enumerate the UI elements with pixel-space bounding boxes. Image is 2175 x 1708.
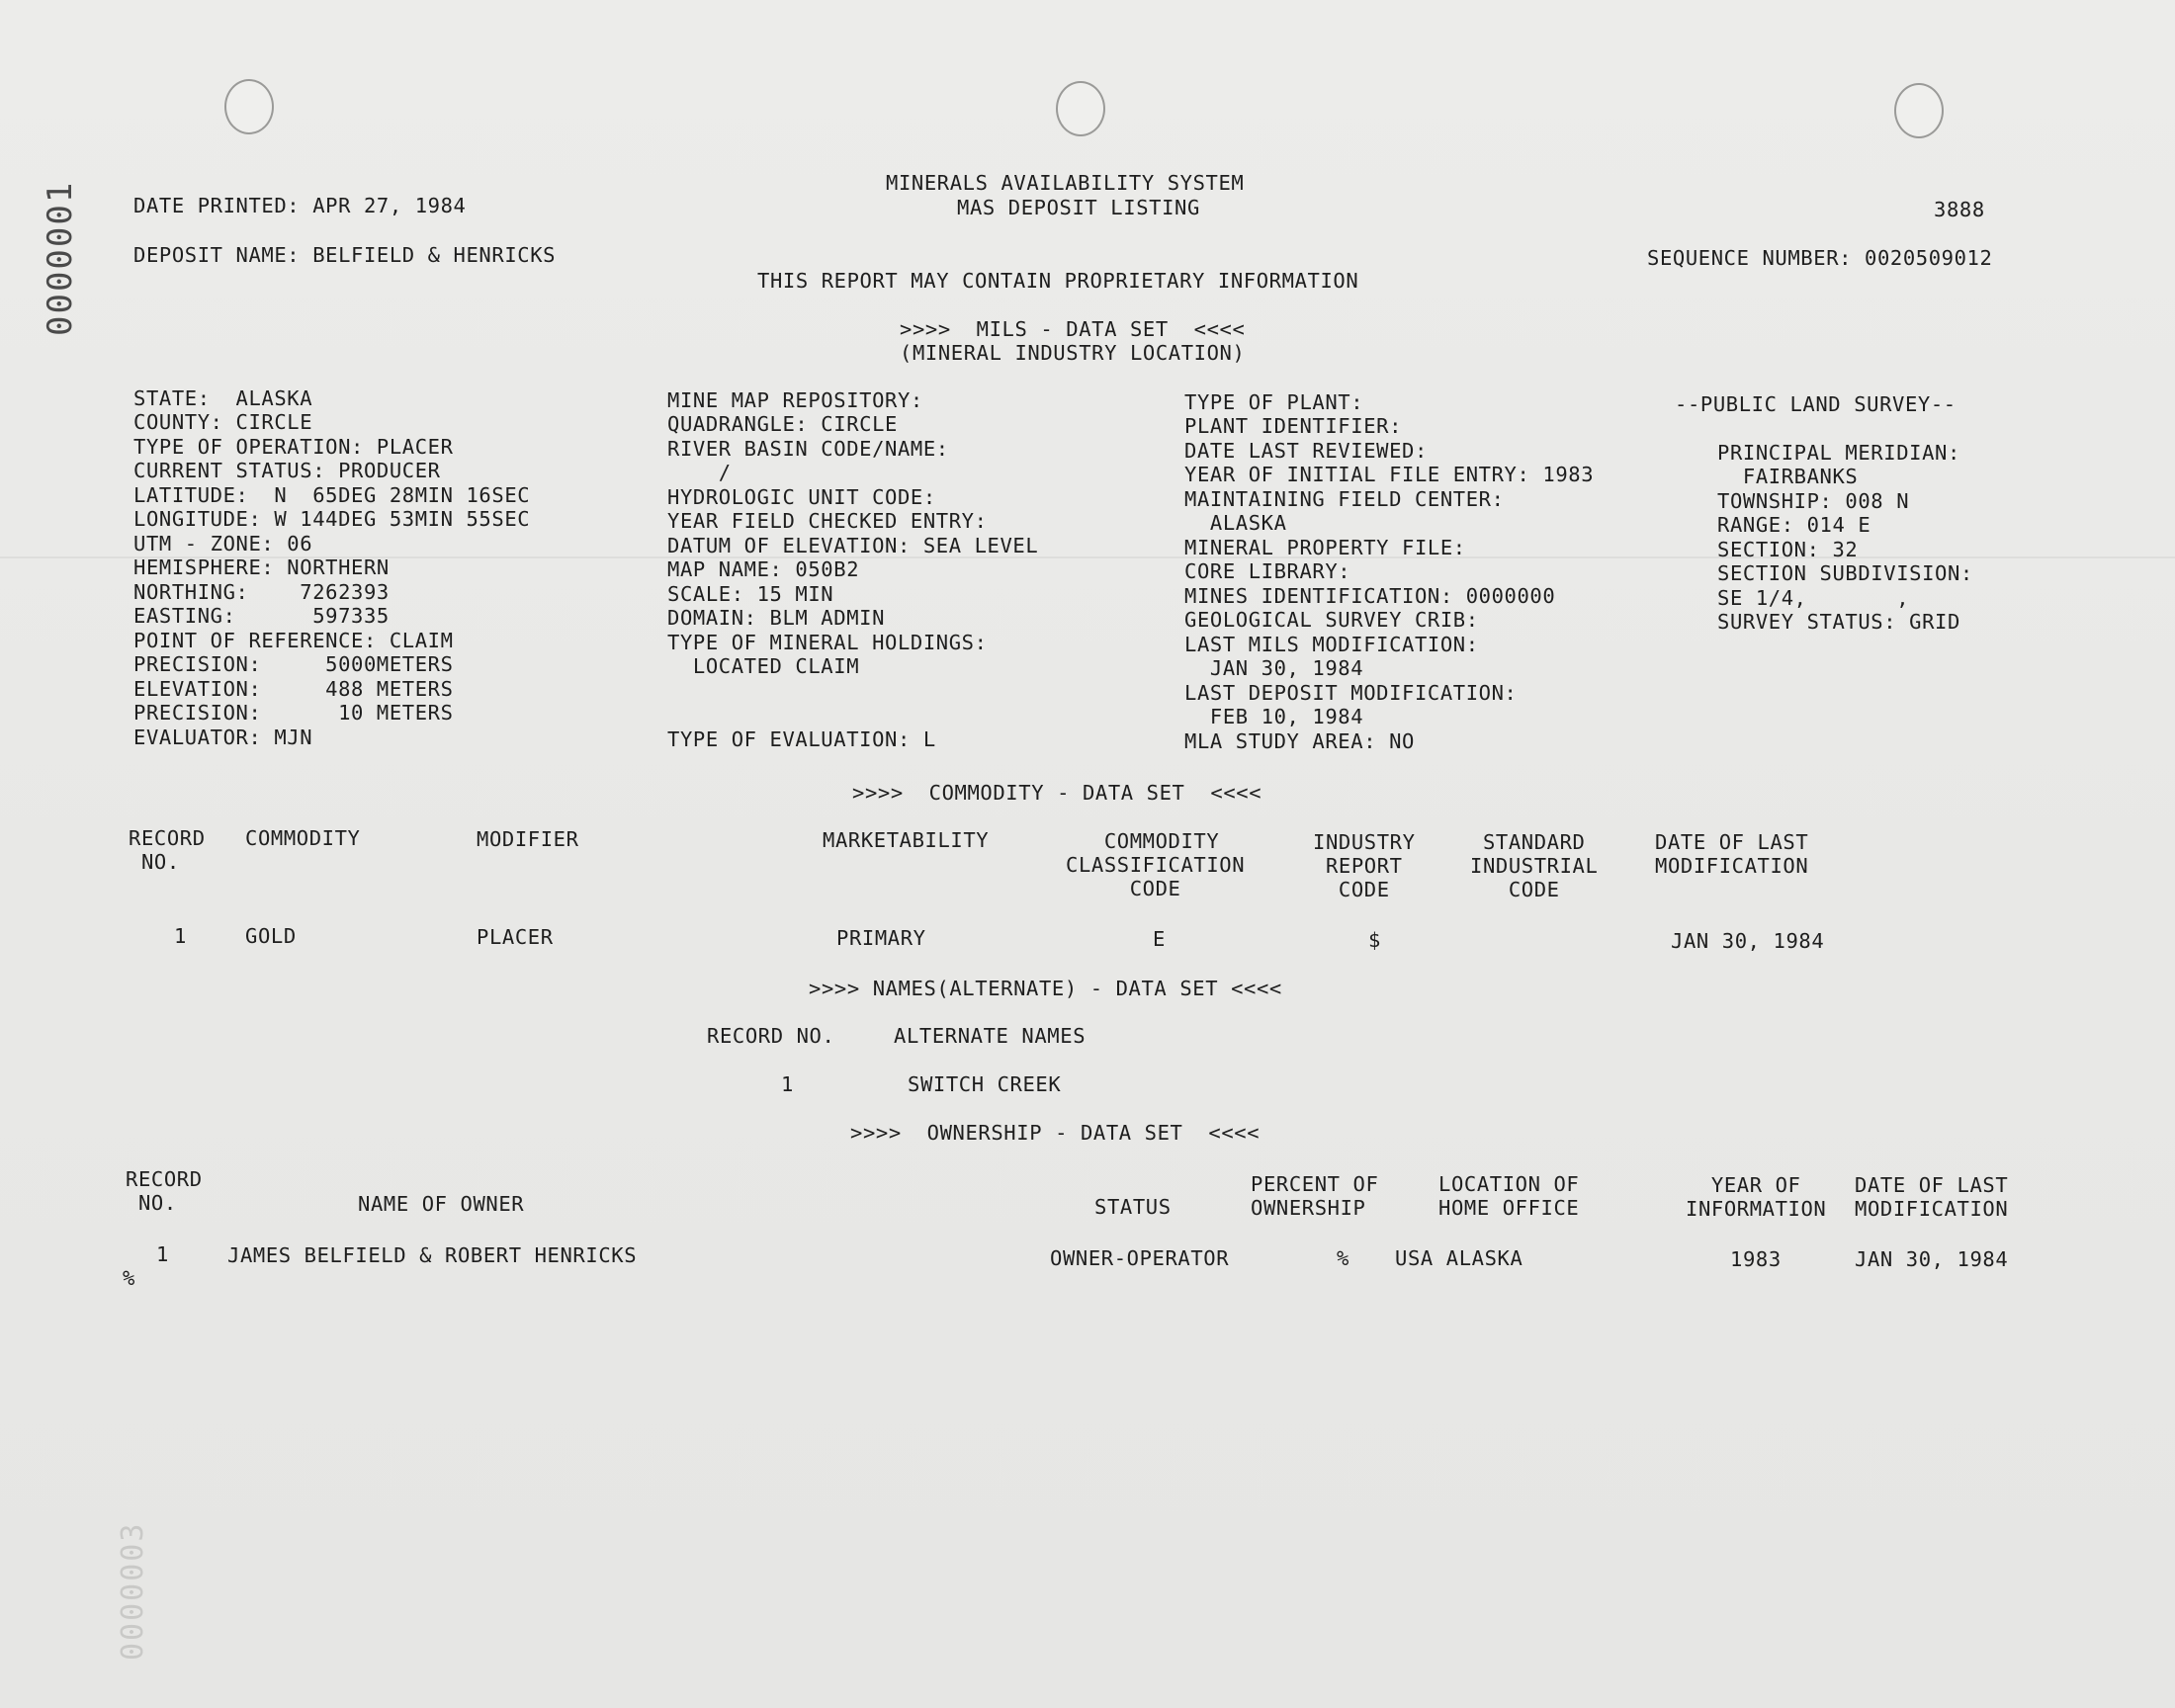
cell-record: 1 (156, 1242, 169, 1266)
pls-field: SE 1/4, , (1717, 586, 1910, 610)
mils-field: PRECISION: 5000METERS (133, 652, 454, 676)
cell-percent: % (1337, 1246, 1349, 1270)
cell-status: OWNER-OPERATOR (1050, 1246, 1230, 1270)
proprietary-notice: THIS REPORT MAY CONTAIN PROPRIETARY INFORMATION (757, 269, 1359, 293)
binder-hole-left (224, 79, 274, 134)
mils-field: LONGITUDE: W 144DEG 53MIN 55SEC (133, 507, 531, 531)
mils-field: EVALUATOR: MJN (133, 726, 313, 749)
cell-alternate-name: SWITCH CREEK (908, 1072, 1062, 1096)
alternate-names-title: >>>> NAMES(ALTERNATE) - DATA SET <<<< (809, 977, 1282, 1000)
mils-field: MINERAL PROPERTY FILE: (1184, 536, 1466, 559)
column-header-commodity: COMMODITY (245, 826, 361, 850)
column-header-date-modified: DATE OF LAST MODIFICATION (1855, 1173, 2009, 1221)
mils-field: LAST MILS MODIFICATION: (1184, 633, 1479, 656)
column-header-alternate-names: ALTERNATE NAMES (894, 1024, 1087, 1048)
mils-field: MINES IDENTIFICATION: 0000000 (1184, 584, 1556, 608)
mils-field: SCALE: 15 MIN (667, 582, 834, 606)
mils-field: PRECISION: 10 METERS (133, 701, 454, 725)
pls-field: FAIRBANKS (1717, 465, 1859, 488)
column-header-date-modified: DATE OF LAST MODIFICATION (1655, 830, 1809, 878)
column-header-year: YEAR OF INFORMATION (1686, 1173, 1827, 1221)
column-header-location: LOCATION OF HOME OFFICE (1438, 1172, 1580, 1220)
column-header-percent: PERCENT OF OWNERSHIP (1251, 1172, 1379, 1220)
mils-field: ALASKA (1184, 511, 1287, 535)
pls-field: PRINCIPAL MERIDIAN: (1717, 441, 1960, 465)
trailer-percent-mark: % (123, 1266, 135, 1290)
column-header-standard-industrial: STANDARD INDUSTRIAL CODE (1470, 830, 1599, 901)
deposit-name: DEPOSIT NAME: BELFIELD & HENRICKS (133, 243, 557, 267)
column-header-status: STATUS (1094, 1195, 1172, 1219)
listing-title: MAS DEPOSIT LISTING (957, 196, 1200, 219)
mils-field: DATE LAST REVIEWED: (1184, 439, 1428, 463)
mils-field: RIVER BASIN CODE/NAME: (667, 437, 949, 461)
cell-marketability: PRIMARY (836, 926, 926, 950)
mils-field: HEMISPHERE: NORTHERN (133, 555, 390, 579)
mils-field: YEAR FIELD CHECKED ENTRY: (667, 509, 988, 533)
mils-field: MLA STUDY AREA: NO (1184, 729, 1415, 753)
cell-classification: E (1153, 927, 1166, 951)
mils-field: FEB 10, 1984 (1184, 705, 1364, 728)
mils-field: TYPE OF MINERAL HOLDINGS: (667, 631, 988, 654)
pls-field: SECTION SUBDIVISION: (1717, 561, 1973, 585)
ownership-section-title: >>>> OWNERSHIP - DATA SET <<<< (850, 1121, 1261, 1145)
column-header-record: RECORD NO. (129, 826, 206, 874)
cell-date-modified: JAN 30, 1984 (1671, 929, 1825, 953)
cell-industry-report: $ (1368, 928, 1381, 952)
mils-field: LOCATED CLAIM (667, 654, 860, 678)
mils-field: UTM - ZONE: 06 (133, 532, 313, 555)
cell-record: 1 (174, 924, 187, 948)
mils-field: QUADRANGLE: CIRCLE (667, 412, 898, 436)
mils-field: GEOLOGICAL SURVEY CRIB: (1184, 608, 1479, 632)
sequence-number: SEQUENCE NUMBER: 0020509012 (1647, 246, 1993, 270)
mils-field: TYPE OF EVALUATION: L (667, 727, 936, 751)
cell-date-modified: JAN 30, 1984 (1855, 1247, 2009, 1271)
system-title: MINERALS AVAILABILITY SYSTEM (886, 171, 1245, 195)
public-land-survey-title: --PUBLIC LAND SURVEY-- (1675, 392, 1957, 416)
mils-field: TYPE OF OPERATION: PLACER (133, 435, 454, 459)
binder-hole-right (1894, 83, 1944, 138)
mils-field: YEAR OF INITIAL FILE ENTRY: 1983 (1184, 463, 1595, 486)
mils-field: LATITUDE: N 65DEG 28MIN 16SEC (133, 483, 531, 507)
pls-field: SURVEY STATUS: GRID (1717, 610, 1960, 634)
mils-field: LAST DEPOSIT MODIFICATION: (1184, 681, 1518, 705)
column-header-industry-report: INDUSTRY REPORT CODE (1313, 830, 1416, 901)
column-header-record: RECORD NO. (126, 1167, 203, 1215)
page-code: 3888 (1934, 198, 1985, 221)
mils-field: STATE: ALASKA (133, 386, 313, 410)
mils-section-subtitle: (MINERAL INDUSTRY LOCATION) (900, 341, 1246, 365)
cell-year: 1983 (1730, 1247, 1782, 1271)
mils-field: MINE MAP REPOSITORY: (667, 388, 923, 412)
mils-field: DATUM OF ELEVATION: SEA LEVEL (667, 534, 1039, 557)
cell-commodity: GOLD (245, 924, 297, 948)
cell-modifier: PLACER (477, 925, 554, 949)
mils-field: MAP NAME: 050B2 (667, 557, 860, 581)
mils-field: COUNTY: CIRCLE (133, 410, 313, 434)
mils-field: EASTING: 597335 (133, 604, 390, 628)
pls-field: TOWNSHIP: 008 N (1717, 489, 1910, 513)
mils-field: HYDROLOGIC UNIT CODE: (667, 485, 936, 509)
pls-field: RANGE: 014 E (1717, 513, 1871, 537)
mils-field: CURRENT STATUS: PRODUCER (133, 459, 441, 482)
column-header-classification: COMMODITY CLASSIFICATION CODE (1066, 829, 1246, 900)
mils-field: DOMAIN: BLM ADMIN (667, 606, 886, 630)
mils-field: / (667, 461, 732, 484)
commodity-section-title: >>>> COMMODITY - DATA SET <<<< (852, 781, 1262, 805)
column-header-owner-name: NAME OF OWNER (358, 1192, 525, 1216)
mils-field: TYPE OF PLANT: (1184, 390, 1364, 414)
mils-field: JAN 30, 1984 (1184, 656, 1364, 680)
mils-field: ELEVATION: 488 METERS (133, 677, 454, 701)
mils-field: PLANT IDENTIFIER: (1184, 414, 1403, 438)
mils-field: POINT OF REFERENCE: CLAIM (133, 629, 454, 652)
cell-record: 1 (781, 1072, 794, 1096)
mils-field: MAINTAINING FIELD CENTER: (1184, 487, 1505, 511)
column-header-record: RECORD NO. (707, 1024, 835, 1048)
page-number-stamp: 0000001 (41, 180, 80, 336)
mils-section-title: >>>> MILS - DATA SET <<<< (900, 317, 1246, 341)
cell-location: USA ALASKA (1395, 1246, 1523, 1270)
mils-field: CORE LIBRARY: (1184, 559, 1351, 583)
column-header-modifier: MODIFIER (477, 827, 579, 851)
cell-owner-name: JAMES BELFIELD & ROBERT HENRICKS (227, 1243, 638, 1267)
binder-hole-center (1056, 81, 1105, 136)
date-printed: DATE PRINTED: APR 27, 1984 (133, 194, 467, 217)
pls-field: SECTION: 32 (1717, 538, 1859, 561)
column-header-marketability: MARKETABILITY (823, 828, 990, 852)
mils-field: NORTHING: 7262393 (133, 580, 390, 604)
faint-page-number-stamp: 0000003 (116, 1521, 150, 1661)
